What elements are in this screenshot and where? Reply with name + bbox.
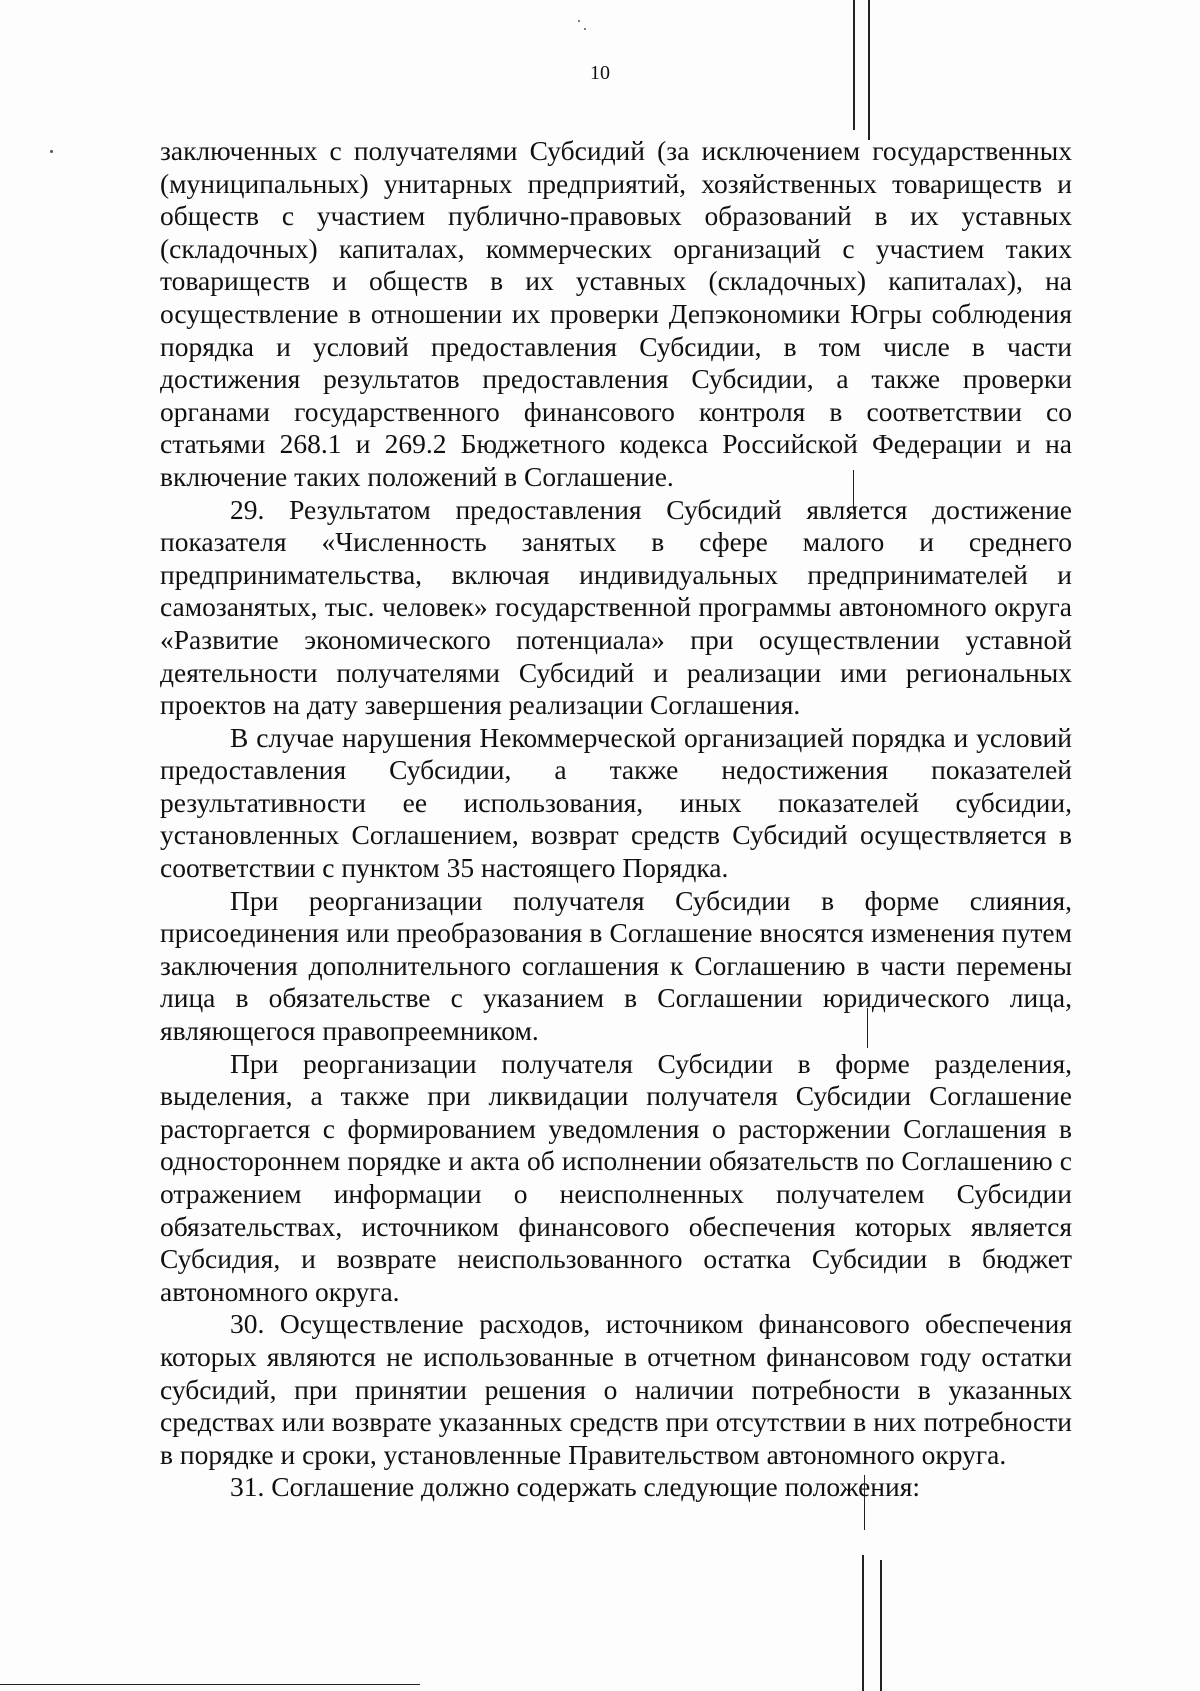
scan-artifact-line bbox=[0, 1684, 420, 1685]
scan-artifact-line bbox=[880, 1560, 882, 1691]
paragraph-item-30: 30. Осуществление расходов, источником финансового обеспечения которых являются не использованные в отчетном финансовом году остатки субсидий, при принятии решения о наличии потребности в указанных средствах или возврате указанных средств при отсутствии в них потребности в порядке и сроки, установленные Правительством автономного округа. bbox=[160, 1308, 1072, 1470]
paragraph-item-31: 31. Соглашение должно содержать следующие положения: bbox=[230, 1471, 921, 1503]
paragraph-continuation: заключенных с получателями Субсидий (за исключением государственных (муниципальных) унитарных предприятий, хозяйственных товариществ и обществ с участием публично-правовых образований в их уставных (складочных) капиталах, коммерческих организаций с участием таких товариществ и обществ в их уставных (складочных) капиталах), на осуществление в отношении их проверки Депэкономики Югры соблюдения порядка и условий предоставления Субсидии, в том числе в части достижения результатов предоставления Субсидии, а также проверки органами государственного финансового контроля в соответствии со статьями 268.1 и 269.2 Бюджетного кодекса Российской Федерации и на включение таких положений в Соглашение. bbox=[160, 135, 1072, 492]
scan-artifact-dot bbox=[50, 150, 53, 153]
scan-artifact-dot bbox=[578, 20, 580, 22]
scan-artifact-dot bbox=[584, 28, 586, 30]
paragraph-reorganization-merger: При реорганизации получателя Субсидии в форме слияния, присоединения или преобразования в Соглашение вносятся изменения путем заключения дополнительного соглашения к Соглашению в части перемены лица в обязательстве с указанием в Соглашении юридического лица, являющегося правопреемником. bbox=[160, 884, 1072, 1047]
paragraph-item-29: 29. Результатом предоставления Субсидий является достижение показателя «Численность занятых в сфере малого и среднего предпринимательства, включая индивидуальных предпринимателей и самозанятых, тыс. человек» государственной программы автономного округа «Развитие экономического потенциала» при осуществлении уставной деятельности получателями Субсидий и реализации ими региональных проектов на дату завершения реализации Соглашения. bbox=[160, 493, 1072, 721]
paragraph-violation: В случае нарушения Некоммерческой организацией порядка и условий предоставления Субсидии, а также недостижения показателей результативности ее использования, иных показателей субсидии, установленных Соглашением, возврат средств Субсидий осуществляется в соответствии с пунктом 35 настоящего Порядка. bbox=[160, 721, 1072, 884]
document-body bbox=[160, 135, 1072, 1504]
page-number: 10 bbox=[590, 62, 610, 84]
scan-artifact-line bbox=[862, 1555, 864, 1691]
paragraph-reorganization-division: При реорганизации получателя Субсидии в форме разделения, выделения, а также при ликвидации получателя Субсидии Соглашение расторгается с формированием уведомления о расторжении Соглашения в одностороннем порядке и акта об исполнении обязательств по Соглашению с отражением информации о неисполненных получателем Субсидии обязательствах, источником финансового обеспечения которых является Субсидия, и возврате неиспользованного остатка Субсидии в бюджет автономного округа. bbox=[160, 1047, 1072, 1307]
